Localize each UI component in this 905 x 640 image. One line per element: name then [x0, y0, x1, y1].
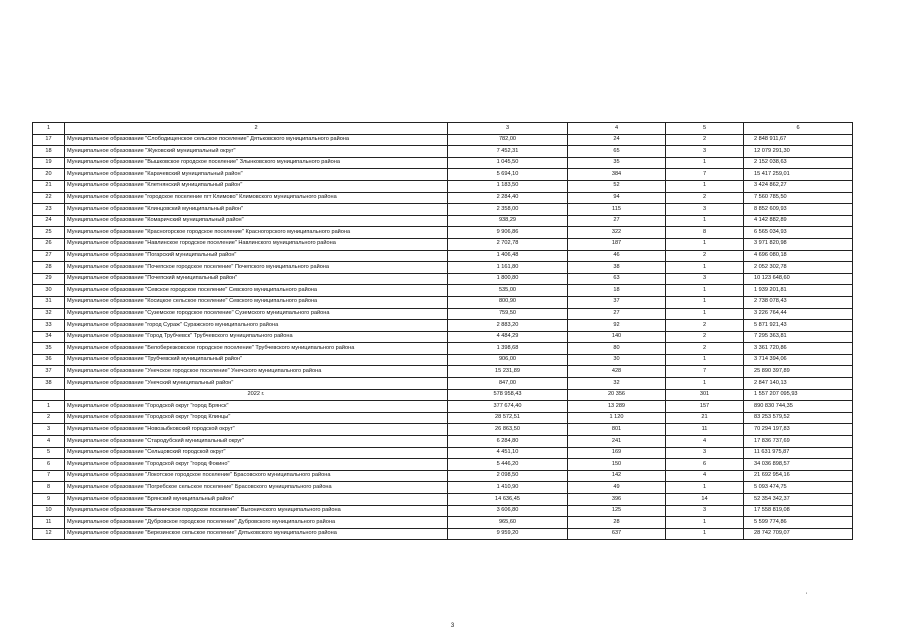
value-col-3: 1 398,68: [448, 343, 568, 355]
row-number: 20: [33, 169, 65, 181]
value-col-5: 3: [666, 273, 744, 285]
subtotal-label: 2022 г.: [65, 389, 448, 401]
value-col-3: 4 484,29: [448, 331, 568, 343]
row-number: 21: [33, 180, 65, 192]
value-col-4: 94: [568, 192, 666, 204]
value-col-5: 2: [666, 343, 744, 355]
table-row: [33, 296, 853, 308]
row-number: 29: [33, 273, 65, 285]
table-row: [33, 320, 853, 332]
value-col-3: 15 231,89: [448, 366, 568, 378]
value-col-4: 187: [568, 238, 666, 250]
table-row: [33, 494, 853, 506]
value-col-4: 428: [568, 366, 666, 378]
value-col-5: 3: [666, 204, 744, 216]
table-row: [33, 354, 853, 366]
value-col-3: 9 959,20: [448, 528, 568, 540]
municipality-name: Муниципальное образование "городское поселение пгт Климово" Климовского муниципального района: [65, 192, 448, 204]
value-col-4: 801: [568, 424, 666, 436]
value-col-4: 63: [568, 273, 666, 285]
municipality-name: Муниципальное образование "Суземское городское поселение" Суземского муниципального района: [65, 308, 448, 320]
table-row: [33, 470, 853, 482]
table-row: [33, 238, 853, 250]
table-row: [33, 378, 853, 390]
value-col-4: 396: [568, 494, 666, 506]
municipality-name: Муниципальное образование "Комаричский муниципальный район": [65, 215, 448, 227]
value-col-6: 21 692 954,16: [744, 470, 853, 482]
row-number: 6: [33, 459, 65, 471]
row-number: 7: [33, 470, 65, 482]
table-row: [33, 412, 853, 424]
data-table: [32, 122, 853, 540]
row-number: 22: [33, 192, 65, 204]
table-row: [33, 482, 853, 494]
value-col-4: 49: [568, 482, 666, 494]
value-col-5: 1: [666, 354, 744, 366]
value-col-3: 965,60: [448, 517, 568, 529]
value-col-4: 125: [568, 505, 666, 517]
value-col-6: 2 848 911,67: [744, 134, 853, 146]
value-col-6: 11 631 975,87: [744, 447, 853, 459]
value-col-5: 2: [666, 250, 744, 262]
value-col-3: 6 284,80: [448, 436, 568, 448]
value-col-3: 1 800,80: [448, 273, 568, 285]
value-col-6: 8 852 609,93: [744, 204, 853, 216]
value-col-3: 759,50: [448, 308, 568, 320]
table-row: [33, 180, 853, 192]
table-row: [33, 146, 853, 158]
table-row: [33, 285, 853, 297]
row-number: 23: [33, 204, 65, 216]
empty-cell: [33, 389, 65, 401]
value-col-5: 4: [666, 470, 744, 482]
value-col-4: 92: [568, 320, 666, 332]
municipality-name: Муниципальное образование "Жуковский муниципальный округ": [65, 146, 448, 158]
value-col-5: 1: [666, 215, 744, 227]
value-col-4: 637: [568, 528, 666, 540]
municipality-name: Муниципальное образование "Клинцовский муниципальный район": [65, 204, 448, 216]
value-col-5: 3: [666, 146, 744, 158]
header-cell-1: 1: [33, 123, 65, 135]
value-col-4: 80: [568, 343, 666, 355]
value-col-6: 70 294 197,83: [744, 424, 853, 436]
table-row: [33, 343, 853, 355]
value-col-3: 2 284,40: [448, 192, 568, 204]
value-col-3: 9 906,86: [448, 227, 568, 239]
value-col-6: 17 836 737,69: [744, 436, 853, 448]
value-col-3: 5 694,10: [448, 169, 568, 181]
municipality-name: Муниципальное образование "Красногорское городское поселение" Красногорского муниципального района: [65, 227, 448, 239]
value-col-6: 10 123 648,60: [744, 273, 853, 285]
value-col-3: 7 452,31: [448, 146, 568, 158]
value-col-6: 3 714 394,06: [744, 354, 853, 366]
row-number: 36: [33, 354, 65, 366]
value-col-6: 34 036 898,57: [744, 459, 853, 471]
value-col-5: 157: [666, 401, 744, 413]
table-body: [33, 123, 853, 540]
value-col-5: 1: [666, 528, 744, 540]
value-col-3: 1 410,90: [448, 482, 568, 494]
value-col-6: 15 417 259,01: [744, 169, 853, 181]
table-row: [33, 331, 853, 343]
table-row: [33, 215, 853, 227]
value-col-6: 1 939 201,81: [744, 285, 853, 297]
value-col-4: 384: [568, 169, 666, 181]
value-col-4: 169: [568, 447, 666, 459]
value-col-5: 1: [666, 262, 744, 274]
value-col-6: 83 253 579,52: [744, 412, 853, 424]
table-row: [33, 169, 853, 181]
table-row: [33, 308, 853, 320]
value-col-4: 115: [568, 204, 666, 216]
value-col-3: 4 451,10: [448, 447, 568, 459]
value-col-6: 3 226 764,44: [744, 308, 853, 320]
table-row: [33, 227, 853, 239]
row-number: 34: [33, 331, 65, 343]
municipality-name: Муниципальное образование "Унечский муниципальный район": [65, 378, 448, 390]
row-number: 12: [33, 528, 65, 540]
municipality-name: Муниципальное образование "Почепское городское поселение" Почепского муниципального района: [65, 262, 448, 274]
value-col-5: 7: [666, 366, 744, 378]
row-number: 9: [33, 494, 65, 506]
value-col-6: 52 354 342,37: [744, 494, 853, 506]
value-col-6: 4 142 882,89: [744, 215, 853, 227]
value-col-4: 241: [568, 436, 666, 448]
value-col-4: 65: [568, 146, 666, 158]
value-col-3: 800,90: [448, 296, 568, 308]
value-col-3: 1 183,50: [448, 180, 568, 192]
municipality-name: Муниципальное образование "Новозыбковский городской округ": [65, 424, 448, 436]
municipality-name: Муниципальное образование "Сельцовский городской округ": [65, 447, 448, 459]
header-row: [33, 123, 853, 135]
row-number: 2: [33, 412, 65, 424]
value-col-4: 27: [568, 308, 666, 320]
value-col-5: 14: [666, 494, 744, 506]
value-col-4: 27: [568, 215, 666, 227]
value-col-6: 3 361 720,86: [744, 343, 853, 355]
row-number: 35: [33, 343, 65, 355]
row-number: 31: [33, 296, 65, 308]
value-col-6: 2 738 078,43: [744, 296, 853, 308]
value-col-3: 1 045,50: [448, 157, 568, 169]
municipality-name: Муниципальное образование "Почепский муниципальный район": [65, 273, 448, 285]
table-row: [33, 192, 853, 204]
row-number: 17: [33, 134, 65, 146]
municipality-name: Муниципальное образование "Косицкое сельское поселение" Севского муниципального района: [65, 296, 448, 308]
value-col-4: 52: [568, 180, 666, 192]
value-col-5: 2: [666, 320, 744, 332]
municipality-name: Муниципальное образование "Вышковское городское поселение" Злынковского муниципального района: [65, 157, 448, 169]
row-number: 3: [33, 424, 65, 436]
table-row: [33, 273, 853, 285]
municipality-name: Муниципальное образование "Клетнянский муниципальный район": [65, 180, 448, 192]
value-col-4: 38: [568, 262, 666, 274]
page-number: 3: [450, 623, 455, 629]
value-col-4: 140: [568, 331, 666, 343]
row-number: 26: [33, 238, 65, 250]
header-cell-4: 4: [568, 123, 666, 135]
row-number: 25: [33, 227, 65, 239]
row-number: 28: [33, 262, 65, 274]
value-col-5: 3: [666, 505, 744, 517]
municipality-name: Муниципальное образование "Севское городское поселение" Севского муниципального района: [65, 285, 448, 297]
municipality-name: Муниципальное образование "Городской округ "город Клинцы": [65, 412, 448, 424]
value-col-6: 28 742 709,07: [744, 528, 853, 540]
value-col-5: 8: [666, 227, 744, 239]
municipality-name: Муниципальное образование "Город Трубчевск" Трубчевского муниципального района: [65, 331, 448, 343]
value-col-3: 2 883,20: [448, 320, 568, 332]
value-col-3: 26 863,50: [448, 424, 568, 436]
row-number: 38: [33, 378, 65, 390]
value-col-4: 32: [568, 378, 666, 390]
value-col-6: 5 599 774,86: [744, 517, 853, 529]
value-col-6: 2 052 302,78: [744, 262, 853, 274]
table-row: [33, 459, 853, 471]
table-row: [33, 505, 853, 517]
value-col-4: 35: [568, 157, 666, 169]
value-col-5: 2: [666, 192, 744, 204]
value-col-3: 377 674,40: [448, 401, 568, 413]
value-col-5: 7: [666, 169, 744, 181]
value-col-5: 1: [666, 517, 744, 529]
municipality-name: Муниципальное образование "Выгоничское городское поселение" Выгоничского муниципального района: [65, 505, 448, 517]
municipality-name: Муниципальное образование "Стародубский муниципальный округ": [65, 436, 448, 448]
subtotal-row: [33, 389, 853, 401]
row-number: 33: [33, 320, 65, 332]
value-col-3: 906,00: [448, 354, 568, 366]
value-col-6: 2 847 140,13: [744, 378, 853, 390]
value-col-6: 12 079 291,30: [744, 146, 853, 158]
municipality-name: Муниципальное образование "Белоберезковское городское поселение" Трубчевского муниципального района: [65, 343, 448, 355]
value-col-6: 6 565 034,93: [744, 227, 853, 239]
value-col-3: 2 098,50: [448, 470, 568, 482]
value-col-6: 17 558 819,08: [744, 505, 853, 517]
table-row: [33, 204, 853, 216]
value-col-5: 11: [666, 424, 744, 436]
value-col-6: 3 424 862,27: [744, 180, 853, 192]
value-col-4: 24: [568, 134, 666, 146]
value-col-3: 535,00: [448, 285, 568, 297]
value-col-3: 1 161,80: [448, 262, 568, 274]
value-col-5: 1: [666, 238, 744, 250]
value-col-4: 30: [568, 354, 666, 366]
value-col-6: 2 152 038,63: [744, 157, 853, 169]
row-number: 19: [33, 157, 65, 169]
value-col-5: 1: [666, 378, 744, 390]
value-col-5: 4: [666, 436, 744, 448]
municipality-name: Муниципальное образование "город Сураж" Суражского муниципального района: [65, 320, 448, 332]
value-col-5: 2: [666, 134, 744, 146]
municipality-name: Муниципальное образование "Унечское городское поселение" Унечского муниципального района: [65, 366, 448, 378]
municipality-name: Муниципальное образование "Погребское сельское поселение" Брасовского муниципального района: [65, 482, 448, 494]
value-col-4: 28: [568, 517, 666, 529]
row-number: 10: [33, 505, 65, 517]
municipality-name: Муниципальное образование "Городской округ "город Фокино": [65, 459, 448, 471]
municipality-name: Муниципальное образование "Трубчевский муниципальный район": [65, 354, 448, 366]
value-col-6: 7 560 785,50: [744, 192, 853, 204]
value-col-5: 1: [666, 482, 744, 494]
value-col-6: 4 696 080,18: [744, 250, 853, 262]
value-col-3: 5 446,20: [448, 459, 568, 471]
value-col-3: 782,00: [448, 134, 568, 146]
row-number: 5: [33, 447, 65, 459]
header-cell-3: 3: [448, 123, 568, 135]
value-col-3: 938,29: [448, 215, 568, 227]
municipality-name: Муниципальное образование "Погарский муниципальный район": [65, 250, 448, 262]
municipality-name: Муниципальное образование "Карачевский муниципальный район": [65, 169, 448, 181]
municipality-name: Муниципальное образование "Брянский муниципальный район": [65, 494, 448, 506]
value-col-6: 7 295 363,81: [744, 331, 853, 343]
row-number: 27: [33, 250, 65, 262]
value-col-3: 2 702,78: [448, 238, 568, 250]
header-cell-5: 5: [666, 123, 744, 135]
value-col-5: 6: [666, 459, 744, 471]
subtotal-col-6: 1 557 207 095,93: [744, 389, 853, 401]
value-col-5: 2: [666, 331, 744, 343]
value-col-4: 322: [568, 227, 666, 239]
row-number: 11: [33, 517, 65, 529]
stray-mark: ': [806, 593, 808, 599]
row-number: 32: [33, 308, 65, 320]
table-row: [33, 157, 853, 169]
header-cell-2: 2: [65, 123, 448, 135]
municipality-name: Муниципальное образование "Локотское городское поселение" Брасовского муниципального района: [65, 470, 448, 482]
table-row: [33, 401, 853, 413]
row-number: 24: [33, 215, 65, 227]
table-row: [33, 366, 853, 378]
table-row: [33, 424, 853, 436]
municipality-name: Муниципальное образование "Березинское сельское поселение" Дятьковского муниципального района: [65, 528, 448, 540]
table-row: [33, 528, 853, 540]
table-row: [33, 134, 853, 146]
value-col-4: 142: [568, 470, 666, 482]
value-col-6: 3 971 820,98: [744, 238, 853, 250]
table-row: [33, 436, 853, 448]
value-col-5: 1: [666, 296, 744, 308]
value-col-4: 13 289: [568, 401, 666, 413]
municipality-name: Муниципальное образование "Дубровское городское поселение" Дубровского муниципального района: [65, 517, 448, 529]
value-col-3: 1 406,48: [448, 250, 568, 262]
subtotal-col-4: 20 356: [568, 389, 666, 401]
table-row: [33, 447, 853, 459]
table-row: [33, 262, 853, 274]
subtotal-col-5: 301: [666, 389, 744, 401]
row-number: 8: [33, 482, 65, 494]
value-col-3: 14 636,45: [448, 494, 568, 506]
municipality-name: Муниципальное образование "Слободищенское сельское поселение" Дятьковского муниципального района: [65, 134, 448, 146]
header-cell-6: 6: [744, 123, 853, 135]
value-col-3: 2 358,00: [448, 204, 568, 216]
subtotal-col-3: 578 958,43: [448, 389, 568, 401]
table-row: [33, 250, 853, 262]
value-col-6: 5 871 921,43: [744, 320, 853, 332]
value-col-5: 1: [666, 308, 744, 320]
value-col-6: 890 830 744,35: [744, 401, 853, 413]
value-col-5: 1: [666, 180, 744, 192]
value-col-3: 3 606,80: [448, 505, 568, 517]
value-col-5: 3: [666, 447, 744, 459]
value-col-6: 5 093 474,75: [744, 482, 853, 494]
municipality-name: Муниципальное образование "Навлинское городское поселение" Навлинского муниципального района: [65, 238, 448, 250]
value-col-4: 1 120: [568, 412, 666, 424]
row-number: 4: [33, 436, 65, 448]
municipality-name: Муниципальное образование "Городской округ "город Брянск": [65, 401, 448, 413]
value-col-4: 150: [568, 459, 666, 471]
value-col-5: 21: [666, 412, 744, 424]
row-number: 37: [33, 366, 65, 378]
value-col-4: 46: [568, 250, 666, 262]
table-row: [33, 517, 853, 529]
value-col-4: 18: [568, 285, 666, 297]
value-col-6: 25 890 397,89: [744, 366, 853, 378]
row-number: 1: [33, 401, 65, 413]
value-col-3: 847,00: [448, 378, 568, 390]
value-col-3: 28 572,51: [448, 412, 568, 424]
value-col-5: 1: [666, 285, 744, 297]
value-col-5: 1: [666, 157, 744, 169]
value-col-4: 37: [568, 296, 666, 308]
row-number: 18: [33, 146, 65, 158]
row-number: 30: [33, 285, 65, 297]
